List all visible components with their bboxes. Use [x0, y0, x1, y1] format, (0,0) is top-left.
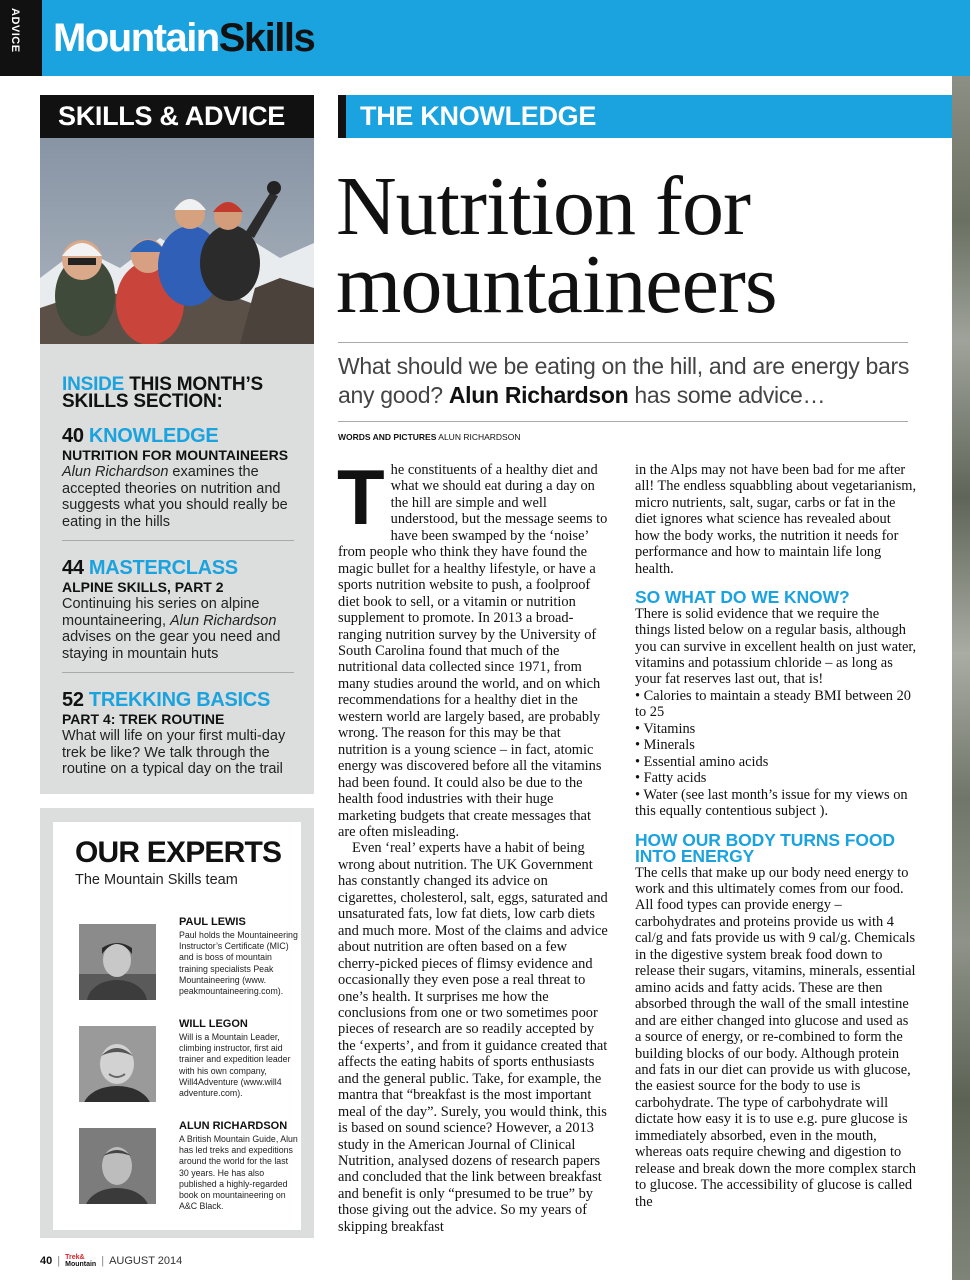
standfirst-author: Alun Richardson — [448, 381, 629, 408]
body-paragraph: The cells that make up our body need energy to work and this ultimately comes from our food. All food types can provide energy – carbohydrates and proteins provide us with 4 cal/g and fats provide us with 9 cal/g. Chemicals in the digestive system break food down to release their sugars, vitamins, minerals, essential amino acids and fatty acids. These are then absorbed through the wall of the small intestine and are either changed into glucose and used as a source of energy, or re-combined to form the building blocks of our body. Although protein and fats in our diet can provide us with glucose, the easiest source for the body to use is carbohydrate. The type of carbohydrate will dictate how easy it is to use e.g. pure glucose is immediately absorbed, even in the mouth, whereas oats require chewing and digestion to release and break down the more complex starch to glucose. The accessibility of glucose is called the — [635, 864, 916, 1210]
entry-page: 52 — [62, 689, 84, 711]
list-item: • Water (see last month’s issue for my views on this equally contentious subject ). — [635, 786, 908, 820]
expert-bio: A British Mountain Guide, Alun has led treks and expeditions around the world for the last 30 years. He has also published a highly-regarded book on mountaineering on A&C Black. — [179, 1134, 298, 1212]
article-title-line2: mountaineers — [336, 238, 777, 331]
list-item: • Essential amino acids — [635, 753, 769, 770]
contents-entry[interactable] — [62, 426, 302, 530]
entry-author: Alun Richardson — [62, 464, 169, 480]
experts-title: OUR EXPERTS — [75, 836, 282, 869]
issue-date: AUGUST 2014 — [109, 1255, 183, 1267]
body-paragraph: Even ‘real’ experts have a habit of being wrong about nutrition. The UK Government has constantly changed its advice on cigarettes, cholesterol, salt, eggs, saturated and unsaturated fats, low fat diets, low carb diets and much more. Most of the claims and advice about nutrition are often based on a few cherry-picked pieces of flimsy evidence and occasionally they even pose a real threat to one’s health. It surprises me how the conclusions from one or two sometimes poor pieces of research are so readily accepted by the ‘experts’, and from it guidance created that affects the eating habits of sports enthusiasts and the general public. Take, for example, the mantra that “breakfast is the most important meal of the day”. Surely, you would think, this is based on sound science? However, a 2013 study in the American Journal of Clinical Nutrition, analysed dozens of research papers and concluded that the link between breakfast and benefit is only “presumed to be true” by those giving out the advice. So my years of skipping breakfast — [338, 840, 608, 1235]
expert-name: ALUN RICHARDSON — [179, 1120, 288, 1132]
expert-name: WILL LEGON — [179, 1018, 248, 1030]
entry-title: TREKKING BASICS — [88, 689, 270, 711]
entry-page: 40 — [62, 425, 84, 447]
brand-title — [53, 14, 314, 62]
brand-part2: Skills — [218, 16, 315, 60]
inside-section-panel — [40, 344, 314, 794]
expert-photo — [79, 1128, 156, 1204]
section-label: THE KNOWLEDGE — [360, 101, 597, 131]
byline-name: ALUN RICHARDSON — [436, 432, 521, 442]
article-title — [336, 160, 777, 331]
article-standfirst — [338, 352, 938, 409]
inside-title-line2: SKILLS SECTION: — [62, 391, 223, 412]
expert-profile — [79, 916, 299, 1001]
expert-bio: Paul holds the Mountaineering Instructor’s Certificate (MIC) and is boss of mountain training specialists Peak Mountaineering (www. peakmountaineering.com). — [179, 930, 298, 997]
expert-photo — [79, 924, 156, 1000]
subheading: HOW OUR BODY TURNS FOOD INTO ENERGY — [635, 829, 895, 867]
expert-profile — [79, 1018, 299, 1103]
entry-author: Alun Richardson — [170, 612, 277, 629]
drop-cap: T — [337, 453, 385, 541]
entry-subtitle: ALPINE SKILLS, PART 2 — [62, 579, 224, 595]
standfirst-text: What should we be eating on the hill, and are energy bars any good? — [338, 353, 910, 408]
entry-description-pre: Continuing his series on alpine mountaineering, — [62, 596, 260, 629]
divider — [62, 540, 294, 541]
entry-description: What will life on your first multi-day trek be like? We talk through the routine on a typical day on the trail — [62, 728, 286, 778]
article-title-line1: Nutrition for — [336, 160, 750, 253]
entry-description-text: advises on the gear you need and staying in mountain huts — [62, 629, 281, 662]
entry-title: KNOWLEDGE — [88, 425, 219, 447]
magazine-logo — [65, 1254, 96, 1268]
expert-bio: Will is a Mountain Leader, climbing instructor, first aid trainer and expedition leader with his own company, Will4Adventure (www.will4 adventure.com). — [179, 1032, 291, 1099]
experts-panel — [40, 808, 314, 1238]
entry-subtitle: PART 4: TREK ROUTINE — [62, 711, 225, 727]
expert-name: PAUL LEWIS — [179, 916, 246, 928]
paragraph-text: he constituents of a healthy diet and what we should eat during a day on the hill are simple and well understood, but the message seems to have been swamped by the ‘noise’ from people who think they have found the magic bullet for a healthy lifestyle, or have a sports nutrition website to push, a foolproof diet book to sell, or a vitamin or nutrition supplement to promote. In 2013 a broad-ranging nutrition survey by the University of South Carolina found that much of the nutritional data collected since 1971, from many studies around the world, and on which recommendations for a healthy diet in the western world are largely based, are probably wrong. The reason for this may be that nutrition is a young science – in fact, atomic energy was discovered before all the vitamins had been found. It could also be due to the health food industries with their huge marketing budgets that create messages that are often misleading. — [338, 462, 608, 840]
contents-entry[interactable] — [62, 690, 302, 778]
sidebar-header-label: SKILLS & ADVICE — [58, 101, 286, 131]
entry-description — [62, 464, 302, 530]
list-item: • Minerals — [635, 737, 695, 754]
climbers-photo-illustration — [40, 138, 314, 344]
expert-portrait — [79, 1128, 156, 1204]
footer-separator: | — [101, 1255, 105, 1267]
inside-title — [62, 376, 263, 410]
section-label-bar — [338, 95, 952, 138]
logo-line1: Trek& — [65, 1254, 85, 1261]
expert-portrait — [79, 924, 156, 1000]
list-item: • Fatty acids — [635, 770, 707, 787]
experts-card — [53, 822, 301, 1230]
body-paragraph — [337, 453, 608, 840]
divider — [338, 342, 908, 343]
entry-page: 44 — [62, 557, 84, 579]
body-paragraph: in the Alps may not have been bad for me after all! The endless squabbling about vegetarianism, micro nutrients, salt, sugar, carbs or fat in the diet ignores what science has revealed about how the body works, the nutrition it needs for performance and how to maintain life long health. — [635, 462, 917, 577]
contents-entry[interactable] — [62, 558, 302, 662]
page-footer — [40, 1254, 182, 1268]
entry-description — [62, 596, 302, 662]
expert-profile — [79, 1120, 299, 1212]
inside-title-rest: THIS MONTH’S — [124, 374, 263, 395]
list-item: • Calories to maintain a steady BMI between 20 to 25 — [635, 687, 911, 721]
entry-description-text: examines the accepted theories on nutrition and suggests what you should really be eating in the hills — [62, 464, 288, 530]
entry-subtitle: NUTRITION FOR MOUNTAINEERS — [62, 447, 289, 463]
page-number: 40 — [40, 1255, 53, 1267]
subheading: SO WHAT DO WE KNOW? — [635, 587, 850, 608]
divider — [338, 421, 908, 422]
rock-photo-strip — [952, 76, 970, 1280]
inside-highlight: INSIDE — [62, 374, 125, 395]
expert-portrait — [79, 1026, 156, 1102]
standfirst-tail: has some advice… — [628, 381, 826, 408]
experts-subtitle: The Mountain Skills team — [75, 872, 238, 888]
masthead-bar — [0, 0, 970, 76]
section-tab-label: ADVICE — [9, 8, 21, 53]
body-paragraph: There is solid evidence that we require the things listed below on a regular basis, although you can survive in excellent health on just water, vitamins and potassium chloride – as long as your fat reserves last out, that is! — [635, 605, 917, 688]
list-item: • Vitamins — [635, 720, 696, 737]
body-column-2 — [635, 462, 917, 1210]
section-label-accent — [338, 95, 346, 138]
entry-title: MASTERCLASS — [88, 557, 238, 579]
byline-label: WORDS AND PICTURES — [338, 432, 437, 442]
logo-line2: Mountain — [65, 1261, 97, 1268]
divider — [62, 672, 294, 673]
expert-photo — [79, 1026, 156, 1102]
climbers-photo — [40, 138, 314, 344]
sidebar-header — [40, 95, 314, 138]
byline — [338, 432, 520, 442]
body-column-1 — [337, 453, 608, 1235]
brand-part1: Mountain — [53, 16, 219, 60]
section-tab — [0, 0, 42, 76]
footer-separator: | — [57, 1255, 61, 1267]
